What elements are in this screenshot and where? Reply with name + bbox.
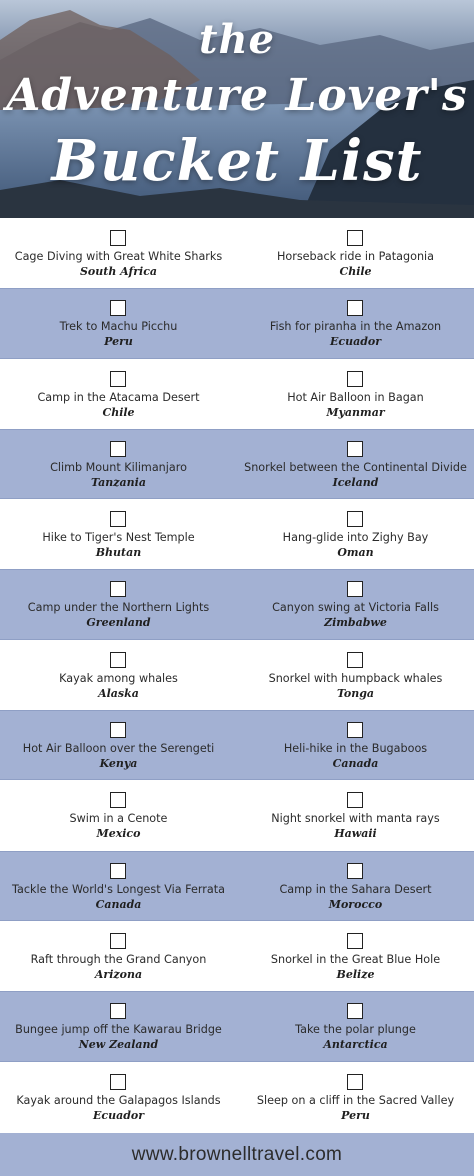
list-item bbox=[0, 851, 237, 921]
list-row bbox=[0, 921, 474, 991]
list-item bbox=[237, 499, 474, 569]
checkbox[interactable] bbox=[347, 1003, 363, 1019]
activity-label: Snorkel in the Great Blue Hole bbox=[270, 952, 441, 966]
checkbox[interactable] bbox=[347, 300, 363, 316]
location-label: Chile bbox=[339, 265, 372, 278]
list-item bbox=[0, 780, 237, 850]
location-label: Kenya bbox=[99, 757, 138, 771]
title-adventure-lovers: Adventure Lover's bbox=[6, 70, 468, 121]
list-row bbox=[0, 1062, 474, 1132]
list-row bbox=[0, 640, 474, 710]
list-item bbox=[0, 1062, 237, 1132]
checkbox[interactable] bbox=[110, 1074, 126, 1090]
checkbox[interactable] bbox=[110, 792, 126, 808]
list-item bbox=[237, 359, 474, 429]
activity-label: Night snorkel with manta rays bbox=[271, 812, 440, 826]
list-item bbox=[237, 851, 474, 921]
list-item bbox=[0, 921, 237, 991]
location-label: Ecuador bbox=[92, 1108, 145, 1122]
activity-label: Hot Air Balloon over the Serengeti bbox=[22, 742, 215, 756]
bucket-list-grid bbox=[0, 218, 474, 1132]
list-item bbox=[0, 499, 237, 569]
checkbox[interactable] bbox=[110, 441, 126, 457]
checkbox[interactable] bbox=[347, 933, 363, 949]
location-label: Zimbabwe bbox=[324, 616, 387, 630]
list-row bbox=[0, 569, 474, 639]
checkbox[interactable] bbox=[110, 933, 126, 949]
list-item bbox=[0, 429, 237, 499]
location-label: New Zealand bbox=[78, 1038, 159, 1052]
list-row bbox=[0, 710, 474, 780]
checkbox[interactable] bbox=[347, 863, 363, 879]
checkbox[interactable] bbox=[110, 722, 126, 738]
activity-label: Hang-glide into Zighy Bay bbox=[282, 531, 429, 545]
location-label: Myanmar bbox=[326, 405, 385, 419]
list-item bbox=[0, 288, 237, 358]
list-item bbox=[0, 640, 237, 710]
checkbox[interactable] bbox=[347, 441, 363, 457]
activity-label: Hike to Tiger's Nest Temple bbox=[42, 531, 195, 545]
checkbox[interactable] bbox=[347, 652, 363, 668]
title-the: the bbox=[198, 16, 275, 63]
location-label: Arizona bbox=[94, 967, 143, 981]
checkbox[interactable] bbox=[347, 230, 363, 246]
list-item bbox=[237, 921, 474, 991]
list-row bbox=[0, 218, 474, 288]
list-row bbox=[0, 991, 474, 1061]
location-label: Peru bbox=[104, 335, 133, 349]
list-item bbox=[237, 710, 474, 780]
list-item bbox=[237, 780, 474, 850]
activity-label: Camp in the Atacama Desert bbox=[37, 390, 200, 404]
activity-label: Snorkel with humpback whales bbox=[268, 671, 443, 685]
checkbox[interactable] bbox=[110, 230, 126, 246]
activity-label: Camp in the Sahara Desert bbox=[279, 882, 432, 896]
list-item bbox=[0, 991, 237, 1061]
activity-label: Raft through the Grand Canyon bbox=[30, 952, 207, 966]
website-url: www.brownelltravel.com bbox=[131, 1144, 343, 1165]
list-item bbox=[237, 569, 474, 639]
activity-label: Swim in a Cenote bbox=[69, 812, 168, 826]
list-item bbox=[237, 218, 474, 288]
list-item bbox=[237, 991, 474, 1061]
activity-label: Kayak around the Galapagos Islands bbox=[16, 1093, 221, 1107]
checkbox[interactable] bbox=[347, 722, 363, 738]
activity-label: Camp under the Northern Lights bbox=[27, 601, 210, 615]
list-item bbox=[237, 640, 474, 710]
location-label: Oman bbox=[337, 546, 374, 560]
location-label: Iceland bbox=[332, 475, 379, 489]
location-label: Canada bbox=[95, 897, 142, 911]
checkbox[interactable] bbox=[347, 371, 363, 387]
list-row bbox=[0, 429, 474, 499]
checkbox[interactable] bbox=[110, 863, 126, 879]
checkbox[interactable] bbox=[347, 511, 363, 527]
location-label: Chile bbox=[102, 405, 135, 419]
list-item bbox=[237, 429, 474, 499]
list-item bbox=[237, 1062, 474, 1132]
list-item bbox=[0, 569, 237, 639]
location-label: Belize bbox=[336, 967, 375, 981]
activity-label: Fish for piranha in the Amazon bbox=[269, 320, 442, 334]
list-row bbox=[0, 499, 474, 569]
activity-label: Canyon swing at Victoria Falls bbox=[272, 601, 439, 615]
checkbox[interactable] bbox=[110, 652, 126, 668]
location-label: Morocco bbox=[328, 897, 383, 911]
checkbox[interactable] bbox=[110, 371, 126, 387]
location-label: Antarctica bbox=[323, 1038, 388, 1052]
list-row bbox=[0, 288, 474, 358]
activity-label: Trek to Machu Picchu bbox=[59, 320, 178, 334]
list-item bbox=[0, 218, 237, 288]
location-label: Ecuador bbox=[329, 335, 382, 349]
checkbox[interactable] bbox=[110, 581, 126, 597]
location-label: South Africa bbox=[79, 265, 158, 278]
activity-label: Take the polar plunge bbox=[295, 1023, 416, 1037]
checkbox[interactable] bbox=[110, 300, 126, 316]
activity-label: Hot Air Balloon in Bagan bbox=[287, 390, 424, 404]
location-label: Mexico bbox=[96, 827, 141, 841]
activity-label: Heli-hike in the Bugaboos bbox=[283, 742, 428, 756]
location-label: Peru bbox=[341, 1108, 370, 1122]
activity-label: Climb Mount Kilimanjaro bbox=[50, 460, 187, 474]
list-item bbox=[237, 288, 474, 358]
list-item bbox=[0, 359, 237, 429]
activity-label: Bungee jump off the Kawarau Bridge bbox=[15, 1023, 222, 1037]
checkbox[interactable] bbox=[110, 1003, 126, 1019]
footer-banner bbox=[0, 1133, 474, 1176]
title-bucket-list: Bucket List bbox=[51, 128, 423, 194]
location-label: Bhutan bbox=[95, 546, 142, 560]
location-label: Alaska bbox=[98, 686, 139, 700]
location-label: Hawaii bbox=[334, 827, 377, 841]
activity-label: Snorkel between the Continental Divide bbox=[244, 460, 467, 474]
checkbox[interactable] bbox=[110, 511, 126, 527]
checkbox[interactable] bbox=[347, 1074, 363, 1090]
activity-label: Cage Diving with Great White Sharks bbox=[14, 250, 223, 263]
checkbox[interactable] bbox=[347, 581, 363, 597]
location-label: Tonga bbox=[336, 686, 375, 700]
list-row bbox=[0, 851, 474, 921]
activity-label: Tackle the World's Longest Via Ferrata bbox=[12, 882, 225, 896]
activity-label: Kayak among whales bbox=[59, 671, 178, 685]
list-row bbox=[0, 359, 474, 429]
activity-label: Horseback ride in Patagonia bbox=[276, 250, 435, 263]
list-row bbox=[0, 780, 474, 850]
checkbox[interactable] bbox=[347, 792, 363, 808]
list-item bbox=[0, 710, 237, 780]
header-banner bbox=[0, 0, 474, 218]
activity-label: Sleep on a cliff in the Sacred Valley bbox=[256, 1093, 455, 1107]
location-label: Tanzania bbox=[91, 475, 146, 489]
location-label: Greenland bbox=[86, 616, 151, 630]
location-label: Canada bbox=[332, 757, 379, 771]
